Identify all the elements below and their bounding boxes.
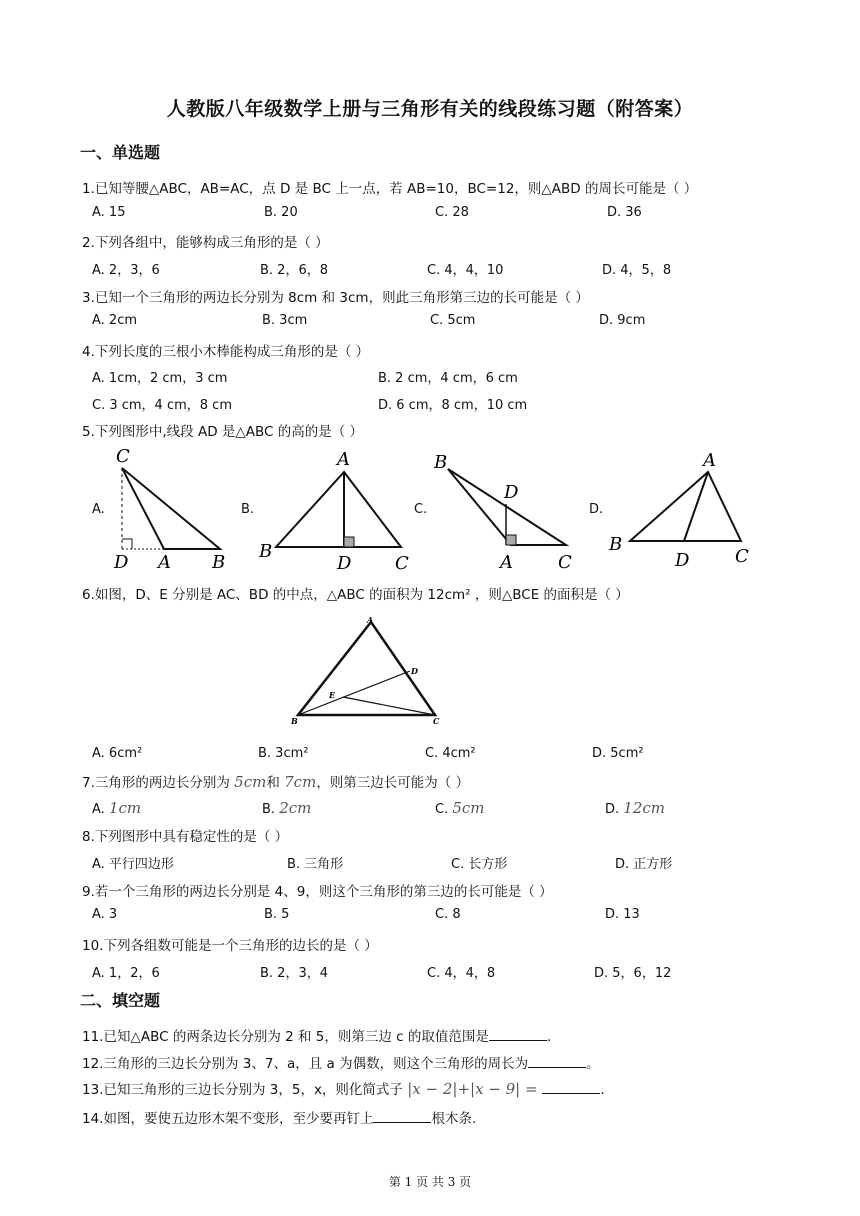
fig5c-label-a: A	[500, 552, 513, 572]
q2-option-b: B. 2，6，8	[260, 263, 328, 278]
fig5d-label-a: A	[703, 450, 716, 471]
figure-5d	[605, 444, 755, 572]
q3-option-c: C. 5cm	[430, 313, 476, 328]
fig5d-label-c: C	[735, 546, 749, 567]
q6-option-c: C. 4cm²	[425, 746, 476, 761]
q13-expression: |x − 2|+|x − 9| =	[407, 1080, 543, 1098]
q9-option-c: C. 8	[435, 907, 461, 922]
fig5b-label-b: B	[259, 541, 273, 562]
figure-5a	[108, 442, 238, 572]
q13-answer-blank	[542, 1081, 600, 1094]
q3-option-b: B. 3cm	[262, 313, 308, 328]
q7-option-b: B. 2cm	[262, 799, 312, 817]
q1-option-c: C. 28	[435, 205, 469, 220]
q7-value-2: 7cm	[284, 773, 317, 791]
page-footer: 第 1 页 共 3 页	[388, 1175, 472, 1189]
q4-option-c: C. 3 cm，4 cm，8 cm	[92, 398, 232, 413]
question-13: 13.已知三角形的三边长分别为 3，5，x，则化简式子 |x − 2|+|x − 9| = .	[82, 1080, 605, 1098]
fig6-label-c: C	[433, 716, 440, 726]
q2-option-c: C. 4，4，10	[427, 263, 504, 278]
figure-6	[285, 612, 445, 732]
q8-option-c: C. 长方形	[451, 857, 508, 872]
question-2: 2.下列各组中，能够构成三角形的是（ ）	[82, 235, 329, 251]
question-5: 5.下列图形中,线段 AD 是△ABC 的高的是（ ）	[82, 424, 364, 440]
question-8: 8.下列图形中具有稳定性的是（ ）	[82, 829, 289, 845]
q10-option-a: A. 1，2，6	[92, 966, 160, 981]
q2-option-d: D. 4，5，8	[602, 263, 672, 278]
fig5a-label-c: C	[116, 446, 130, 467]
q3-option-d: D. 9cm	[599, 313, 646, 328]
question-1: 1.已知等腰△ABC，AB=AC，点 D 是 BC 上一点，若 AB=10，BC=12，则△ABD 的周长可能是（ ）	[82, 181, 698, 197]
fig5d-label-d: D	[675, 550, 690, 571]
fig5d-label-b: B	[609, 534, 623, 555]
q5-option-a: A.	[92, 502, 105, 517]
q7-option-a: A. 1cm	[92, 799, 142, 817]
q14-answer-blank	[373, 1110, 431, 1123]
q8-option-a: A. 平行四边形	[92, 857, 174, 872]
q7-value-1: 5cm	[234, 773, 267, 791]
question-10: 10.下列各组数可能是一个三角形的边长的是（ ）	[82, 938, 378, 954]
question-12: 12.三角形的三边长分别为 3、7、a，且 a 为偶数，则这个三角形的周长为 。	[82, 1056, 600, 1072]
q5-option-d: D.	[589, 502, 604, 517]
q4-option-d: D. 6 cm，8 cm，10 cm	[378, 398, 528, 413]
question-9: 9.若一个三角形的两边长分别是 4、9，则这个三角形的第三边的长可能是（ ）	[82, 884, 553, 900]
q9-option-d: D. 13	[605, 907, 640, 922]
fig5c-label-d: D	[504, 482, 519, 503]
q4-option-a: A. 1cm，2 cm，3 cm	[92, 371, 228, 386]
q11-answer-blank	[489, 1028, 547, 1041]
q1-option-d: D. 36	[607, 205, 642, 220]
q5-option-c: C.	[414, 502, 428, 517]
fig6-label-a: A	[367, 615, 374, 625]
question-14: 14.如图，要使五边形木架不变形，至少要再钉上 根木条.	[82, 1111, 477, 1127]
section-heading-single-choice: 一、单选题	[80, 143, 161, 162]
fig5b-label-a: A	[337, 449, 350, 470]
q12-answer-blank	[528, 1055, 586, 1068]
fig5a-label-b: B	[212, 552, 226, 572]
q6-option-a: A. 6cm²	[92, 746, 143, 761]
q10-option-c: C. 4，4，8	[427, 966, 496, 981]
fig5b-label-c: C	[395, 553, 409, 573]
question-11: 11.已知△ABC 的两条边长分别为 2 和 5，则第三边 c 的取值范围是 .	[82, 1029, 552, 1045]
fig5a-label-d: D	[114, 552, 129, 572]
q7-option-d: D. 12cm	[605, 799, 665, 817]
page-title: 人教版八年级数学上册与三角形有关的线段练习题（附答案）	[166, 98, 694, 120]
q6-option-d: D. 5cm²	[592, 746, 644, 761]
fig6-label-d: D	[411, 666, 418, 676]
q7-option-c: C. 5cm	[435, 799, 485, 817]
fig5c-label-c: C	[558, 552, 572, 572]
q8-option-b: B. 三角形	[287, 857, 344, 872]
q2-option-a: A. 2，3，6	[92, 263, 160, 278]
q1-option-a: A. 15	[92, 205, 126, 220]
q6-option-b: B. 3cm²	[258, 746, 309, 761]
q9-option-a: A. 3	[92, 907, 118, 922]
figure-5c	[428, 448, 578, 572]
figure-5b	[255, 445, 415, 573]
q9-option-b: B. 5	[264, 907, 290, 922]
question-3: 3.已知一个三角形的两边长分别为 8cm 和 3cm，则此三角形第三边的长可能是（ ）	[82, 290, 589, 306]
q4-option-b: B. 2 cm，4 cm，6 cm	[378, 371, 518, 386]
q5-option-b: B.	[241, 502, 255, 517]
fig5c-label-b: B	[434, 452, 448, 473]
q10-option-b: B. 2，3，4	[260, 966, 328, 981]
fig5a-label-a: A	[158, 552, 171, 572]
question-4: 4.下列长度的三根小木棒能构成三角形的是（ ）	[82, 344, 370, 360]
fig6-label-b: B	[291, 716, 298, 726]
question-7: 7.三角形的两边长分别为 5cm和 7cm，则第三边长可能为（ ）	[82, 773, 470, 791]
fig5b-label-d: D	[337, 553, 352, 573]
section-heading-fill-in: 二、填空题	[80, 991, 161, 1010]
q1-option-b: B. 20	[264, 205, 298, 220]
fig6-label-e: E	[329, 690, 336, 700]
q3-option-a: A. 2cm	[92, 313, 138, 328]
q8-option-d: D. 正方形	[615, 857, 673, 872]
question-6: 6.如图，D、E 分别是 AC、BD 的中点，△ABC 的面积为 12cm² ，则△BCE 的面积是（ ）	[82, 587, 629, 603]
q10-option-d: D. 5，6，12	[594, 966, 672, 981]
